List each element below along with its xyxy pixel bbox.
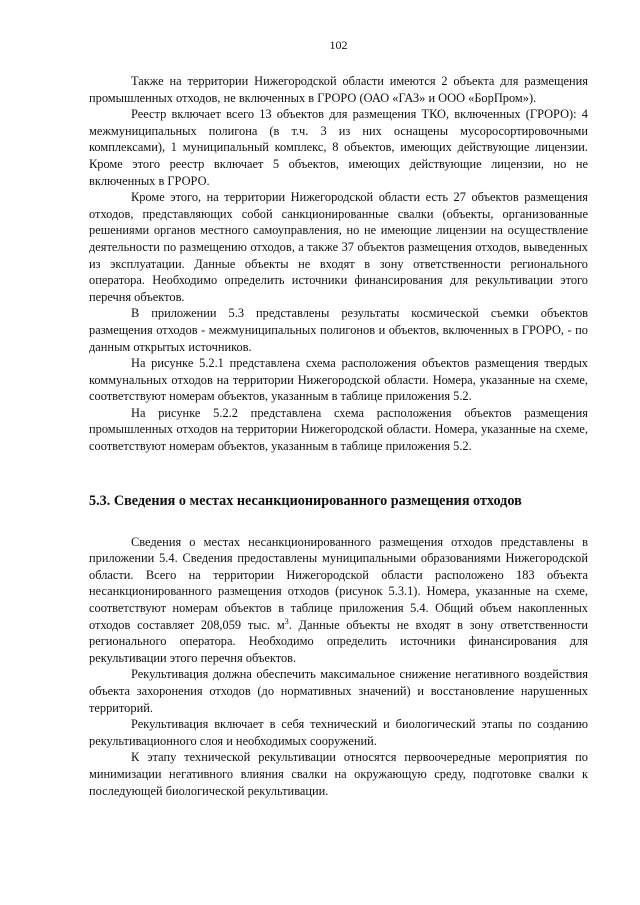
paragraph: К этапу технической рекультивации относятся первоочередные мероприятия по минимизации негативного влияния свалки на окружающую среду, подготовке свалки к последующей биологической рекультивации. — [89, 750, 588, 798]
paragraph: Кроме этого, на территории Нижегородской области есть 27 объектов размещения отходов, представляющих собой санкционированные свалки (объекты, организованные решениями органов местного самоуправления, но не имеющие лицензии на осуществление деятельности по размещению отходов, а также 37 объектов размещения отходов, выведенных из эксплуатации. Данные объекты не входят в зону ответственности регионального оператора. Необходимо определить источники финансирования для рекультивации этого перечня объектов. — [89, 190, 588, 304]
paragraph: Рекультивация включает в себя технический и биологический этапы по созданию рекультивационного слоя и необходимых сооружений. — [89, 717, 588, 748]
top-text-block — [89, 73, 588, 455]
paragraph-intro — [89, 534, 588, 667]
paragraph: Также на территории Нижегородской области имеются 2 объекта для размещения промышленных отходов, не включенных в ГРОРО (ОАО «ГАЗ» и ООО «БорПром»). — [89, 74, 588, 105]
section-spacer — [89, 455, 588, 492]
paragraph: Рекультивация должна обеспечить максимальное снижение негативного воздействия объекта захоронения отходов (до нормативных значений) и восстановление нарушенных территорий. — [89, 667, 588, 715]
section-text-block — [89, 534, 588, 800]
page-number: 102 — [329, 38, 348, 52]
paragraph: Реестр включает всего 13 объектов для размещения ТКО, включенных (ГРОРО): 4 межмуниципальных полигона (в т.ч. 3 из них оснащены мусоросортировочными комплексами), 1 муниципальный комплекс, 8 объектов, имеющих действующие лицензии. Кроме этого реестр включает 5 объектов, имеющих действующие лицензии, но не включенных в ГРОРО. — [89, 107, 588, 188]
unit-superscript: 3 — [284, 616, 289, 626]
paragraph: На рисунке 5.2.1 представлена схема расположения объектов размещения твердых коммунальных отходов на территории Нижегородской области. Номера, указанные на схеме, соответствуют номерам объектов, указанным в таблице приложения 5.2. — [89, 356, 588, 404]
intro-text: Сведения о местах несанкционированного размещения отходов представлены в приложении 5.4. Сведения предоставлены муниципальными образованиями Нижегородской области. Всего на территории Нижегородской области расположено 183 объекта несанкционированного размещения отходов (рисунок 5.3.1). Номера, указанные на схеме, соответствуют номерам объектов в таблице приложения 5.4. Общий объем накопленных отходов составляет 208,059 тыс. м — [89, 534, 588, 632]
intro-text-continued: . Данные объекты не входят в зону ответственности регионального оператора. Необходимо определить источники финансирования для рекультивации этого перечня объектов. — [89, 617, 588, 665]
paragraph: На рисунке 5.2.2 представлена схема расположения объектов размещения промышленных отходов на территории Нижегородской области. Номера, указанные на схеме, соответствуют номерам объектов, указанным в таблице приложения 5.2. — [89, 405, 588, 454]
paragraph: В приложении 5.3 представлены результаты космической съемки объектов размещения отходов - межмуниципальных полигонов и объектов, включенных в ГРОРО, - по данным открытых источников. — [89, 306, 588, 354]
section-heading: 5.3. Сведения о местах несанкционированного размещения отходов — [89, 492, 522, 509]
